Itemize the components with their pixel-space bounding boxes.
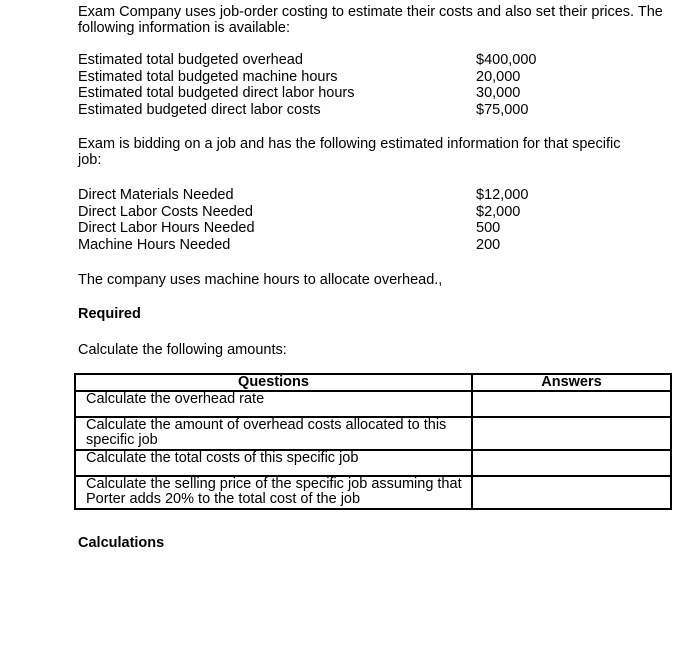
answer-cell[interactable] — [472, 417, 671, 450]
question-cell: Calculate the selling price of the specific job assuming that Porter adds 20% to the total cost of the job — [75, 476, 472, 509]
budget-value: 20,000 — [476, 68, 521, 85]
questions-header: Questions — [75, 374, 472, 391]
budget-label: Estimated budgeted direct labor costs — [78, 101, 321, 118]
job-value: 500 — [476, 220, 501, 236]
answer-cell[interactable] — [472, 391, 671, 417]
answers-header: Answers — [472, 374, 671, 391]
table-row — [75, 391, 671, 417]
job-value: $12,000 — [476, 187, 529, 203]
job-label: Direct Labor Costs Needed — [78, 203, 253, 220]
table-header-row — [75, 374, 671, 391]
budget-label: Estimated total budgeted direct labor hours — [78, 85, 355, 101]
job-value: $2,000 — [476, 203, 521, 220]
budget-value: $400,000 — [476, 52, 537, 68]
question-cell: Calculate the overhead rate — [75, 391, 472, 417]
required-heading: Required — [78, 306, 141, 322]
bid-paragraph: Exam is bidding on a job and has the following estimated information for that specific job: — [78, 136, 621, 168]
job-label: Direct Labor Hours Needed — [78, 220, 255, 236]
allocation-note: The company uses machine hours to allocate overhead., — [78, 272, 443, 288]
table-row — [75, 450, 671, 476]
question-cell: Calculate the amount of overhead costs allocated to this specific job — [75, 417, 472, 450]
budget-value: 30,000 — [476, 85, 521, 101]
answer-cell[interactable] — [472, 476, 671, 509]
job-label: Machine Hours Needed — [78, 236, 231, 253]
budget-label: Estimated total budgeted overhead — [78, 52, 303, 68]
question-cell: Calculate the total costs of this specific job — [75, 450, 472, 476]
table-row — [75, 476, 671, 509]
intro-paragraph: Exam Company uses job-order costing to estimate their costs and also set their prices. The following information is available: — [78, 4, 663, 36]
calculate-prompt: Calculate the following amounts: — [78, 342, 287, 358]
job-label: Direct Materials Needed — [78, 187, 234, 203]
budget-value: $75,000 — [476, 101, 529, 118]
calculations-heading: Calculations — [78, 535, 165, 551]
job-value: 200 — [476, 236, 501, 253]
questions-table — [74, 373, 672, 510]
table-row — [75, 417, 671, 450]
answer-cell[interactable] — [472, 450, 671, 476]
budget-label: Estimated total budgeted machine hours — [78, 68, 338, 85]
